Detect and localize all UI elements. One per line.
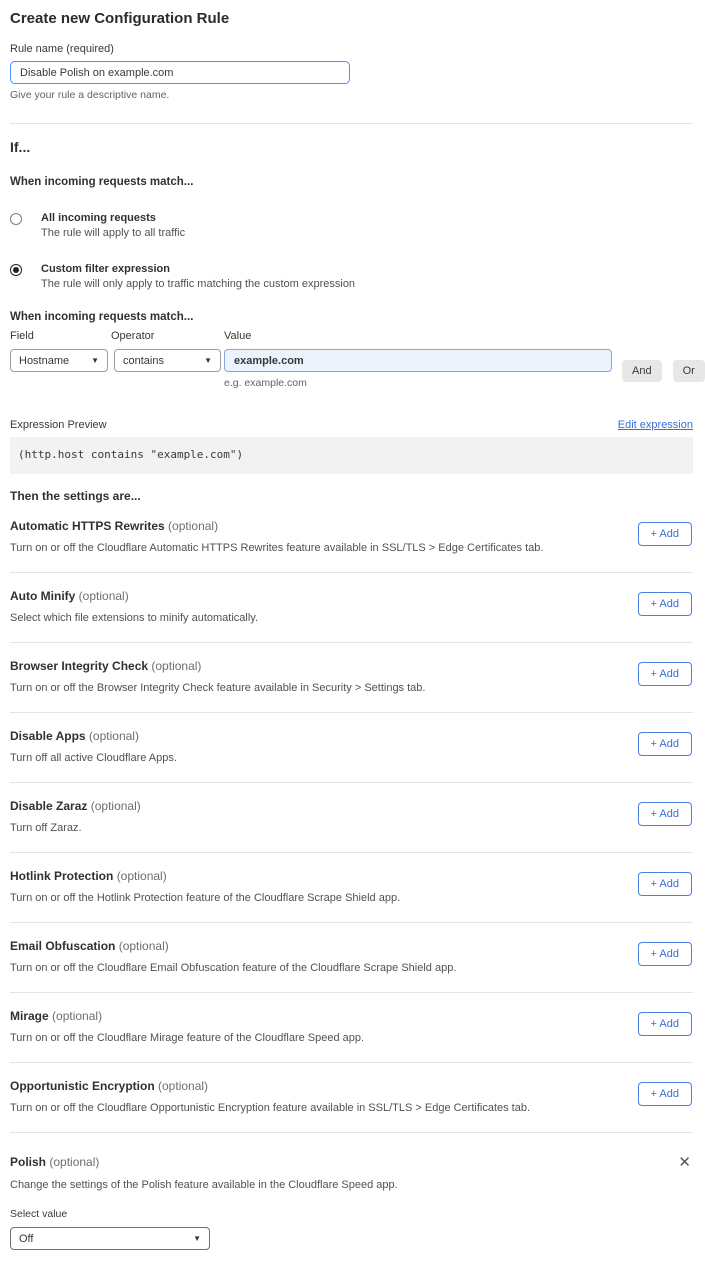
polish-select-value: Off [19,1232,34,1245]
add-button[interactable]: + Add [638,522,692,546]
radio-description: The rule will only apply to traffic matching the custom expression [41,278,356,290]
setting-description: Turn on or off the Cloudflare Mirage feature of the Cloudflare Speed app. [10,1032,365,1044]
setting-automatic-https-rewrites [10,503,693,554]
setting-name: Polish [10,1155,47,1169]
setting-mirage [10,993,693,1044]
setting-name: Mirage [10,1009,49,1023]
setting-name: Browser Integrity Check [10,659,149,673]
chevron-down-icon: ▼ [91,356,99,365]
add-button[interactable]: + Add [638,942,692,966]
setting-optional-label: (optional) [116,869,167,883]
setting-name: Disable Zaraz [10,799,88,813]
setting-optional-label: (optional) [49,1155,100,1169]
radio-description: The rule will apply to all traffic [41,227,186,239]
field-label: Field [10,330,34,342]
setting-optional-label: (optional) [90,799,141,813]
section-divider [10,123,693,124]
setting-description: Turn on or off the Hotlink Protection feature of the Cloudflare Scrape Shield app. [10,892,401,904]
setting-name: Auto Minify [10,589,76,603]
chevron-down-icon: ▼ [193,1234,201,1243]
setting-description: Select which file extensions to minify automatically. [10,612,259,624]
setting-disable-apps [10,713,693,764]
edit-expression-link[interactable]: Edit expression [617,419,693,431]
then-heading: Then the settings are... [10,489,141,503]
add-button[interactable]: + Add [638,1082,692,1106]
rule-name-input[interactable] [10,61,350,84]
setting-optional-label: (optional) [88,729,139,743]
setting-name: Email Obfuscation [10,939,116,953]
setting-opportunistic-encryption [10,1063,693,1114]
rule-name-label: Rule name (required) [10,43,114,55]
radio-option-all-incoming-requests[interactable] [10,212,693,239]
setting-optional-label: (optional) [168,519,219,533]
add-button[interactable]: + Add [638,802,692,826]
add-button[interactable]: + Add [638,662,692,686]
setting-name: Opportunistic Encryption [10,1079,155,1093]
setting-optional-label: (optional) [118,939,169,953]
chevron-down-icon: ▼ [204,356,212,365]
operator-select[interactable] [114,349,221,372]
value-label: Value [224,330,252,342]
setting-browser-integrity-check [10,643,693,694]
add-button[interactable]: + Add [638,592,692,616]
setting-disable-zaraz [10,783,693,834]
add-button[interactable]: + Add [638,872,692,896]
and-button[interactable]: And [622,360,662,382]
radio-button-unselected[interactable] [10,213,22,225]
expression-builder-row [10,330,693,389]
setting-description: Change the settings of the Polish feature available in the Cloudflare Speed app. [10,1179,398,1191]
setting-email-obfuscation [10,923,693,974]
expression-preview-label: Expression Preview [10,419,107,431]
value-input[interactable] [224,349,612,372]
close-icon[interactable]: ✕ [678,1154,691,1171]
setting-optional-label: (optional) [158,1079,209,1093]
setting-description: Turn on or off the Browser Integrity Check feature available in Security > Settings tab. [10,682,426,694]
select-value-label: Select value [10,1208,68,1220]
or-button[interactable]: Or [673,360,705,382]
add-button[interactable]: + Add [638,732,692,756]
setting-auto-minify [10,573,693,624]
setting-hotlink-protection [10,853,693,904]
setting-name: Disable Apps [10,729,86,743]
value-help: e.g. example.com [224,377,307,389]
radio-label: Custom filter expression [41,263,170,275]
setting-description: Turn on or off the Cloudflare Email Obfuscation feature of the Cloudflare Scrape Shield app. [10,962,457,974]
setting-polish-expanded [10,1133,693,1250]
operator-label: Operator [111,330,155,342]
builder-heading: When incoming requests match... [10,311,194,323]
expression-preview-code: (http.host contains "example.com") [10,437,693,474]
setting-optional-label: (optional) [78,589,129,603]
radio-button-selected[interactable] [10,264,22,276]
match-heading: When incoming requests match... [10,176,194,188]
setting-description: Turn off all active Cloudflare Apps. [10,752,177,764]
setting-description: Turn off Zaraz. [10,822,82,834]
setting-optional-label: (optional) [151,659,202,673]
setting-description: Turn on or off the Cloudflare Opportunistic Encryption feature available in SSL/TLS > Edge Certificates tab. [10,1102,531,1114]
polish-value-select[interactable] [10,1227,210,1250]
operator-select-value: contains [123,354,164,367]
field-select-value: Hostname [19,354,70,367]
radio-label: All incoming requests [41,212,156,224]
page-title: Create new Configuration Rule [10,10,230,27]
setting-name: Automatic HTTPS Rewrites [10,519,165,533]
add-button[interactable]: + Add [638,1012,692,1036]
rule-name-help: Give your rule a descriptive name. [10,89,170,101]
field-select[interactable] [10,349,108,372]
setting-optional-label: (optional) [52,1009,103,1023]
setting-name: Hotlink Protection [10,869,114,883]
setting-description: Turn on or off the Cloudflare Automatic HTTPS Rewrites feature available in SSL/TLS > Edge Certificates tab. [10,542,544,554]
radio-option-custom-filter-expression[interactable] [10,263,693,290]
if-heading: If... [10,139,31,155]
